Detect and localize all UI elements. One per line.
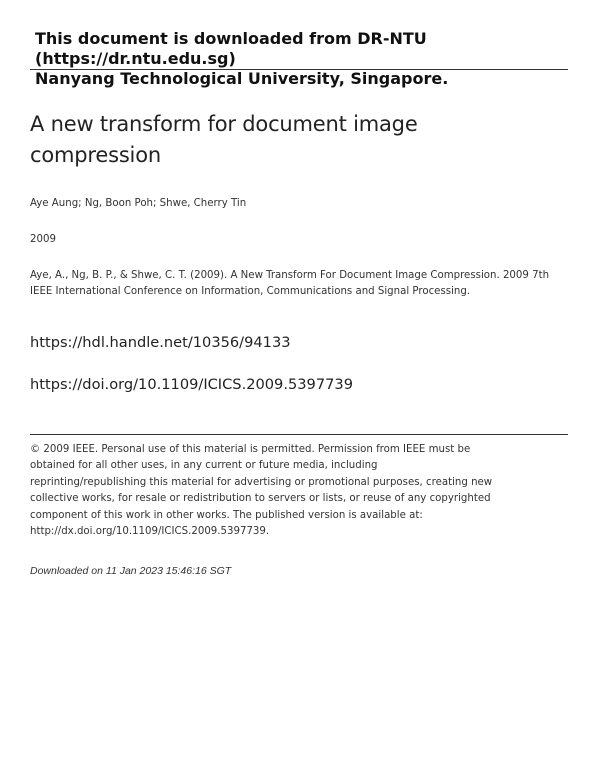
- rights-line: © 2009 IEEE. Personal use of this material is permitted. Permission from IEEE must be: [30, 444, 471, 455]
- download-timestamp: Downloaded on 11 Jan 2023 15:46:16 SGT: [30, 565, 232, 577]
- rights-statement: [30, 442, 520, 540]
- citation: Aye, A., Ng, B. P., & Shwe, C. T. (2009). A New Transform For Document Image Compression. 2009 7th IEEE International Conference on Information, Communications and Signal Processing.: [30, 270, 550, 297]
- rights-line: obtained for all other uses, in any current or future media, including: [30, 460, 378, 472]
- publication-year: 2009: [30, 234, 56, 245]
- authors: Aye Aung; Ng, Boon Poh; Shwe, Cherry Tin: [30, 198, 247, 209]
- rights-line: reprinting/republishing this material for advertising or promotional purposes, creating new: [30, 476, 493, 488]
- document-title: A new transform for document image compression: [30, 112, 418, 167]
- doi-link[interactable]: https://doi.org/10.1109/ICICS.2009.5397739: [30, 376, 353, 393]
- header-divider: [30, 69, 568, 70]
- rights-published-link[interactable]: http://dx.doi.org/10.1109/ICICS.2009.5397739.: [30, 526, 270, 538]
- rights-line: collective works, for resale or redistribution to servers or lists, or reuse of any copyrighted: [30, 493, 491, 505]
- rights-line: component of this work in other works. The published version is available at:: [30, 509, 423, 521]
- handle-link[interactable]: https://hdl.handle.net/10356/94133: [30, 334, 291, 351]
- rights-divider: [30, 434, 568, 435]
- header-institution-line: Nanyang Technological University, Singapore.: [35, 69, 449, 88]
- header-source-line: This document is downloaded from DR-NTU (https://dr.ntu.edu.sg): [35, 29, 427, 68]
- repository-header: [35, 29, 568, 89]
